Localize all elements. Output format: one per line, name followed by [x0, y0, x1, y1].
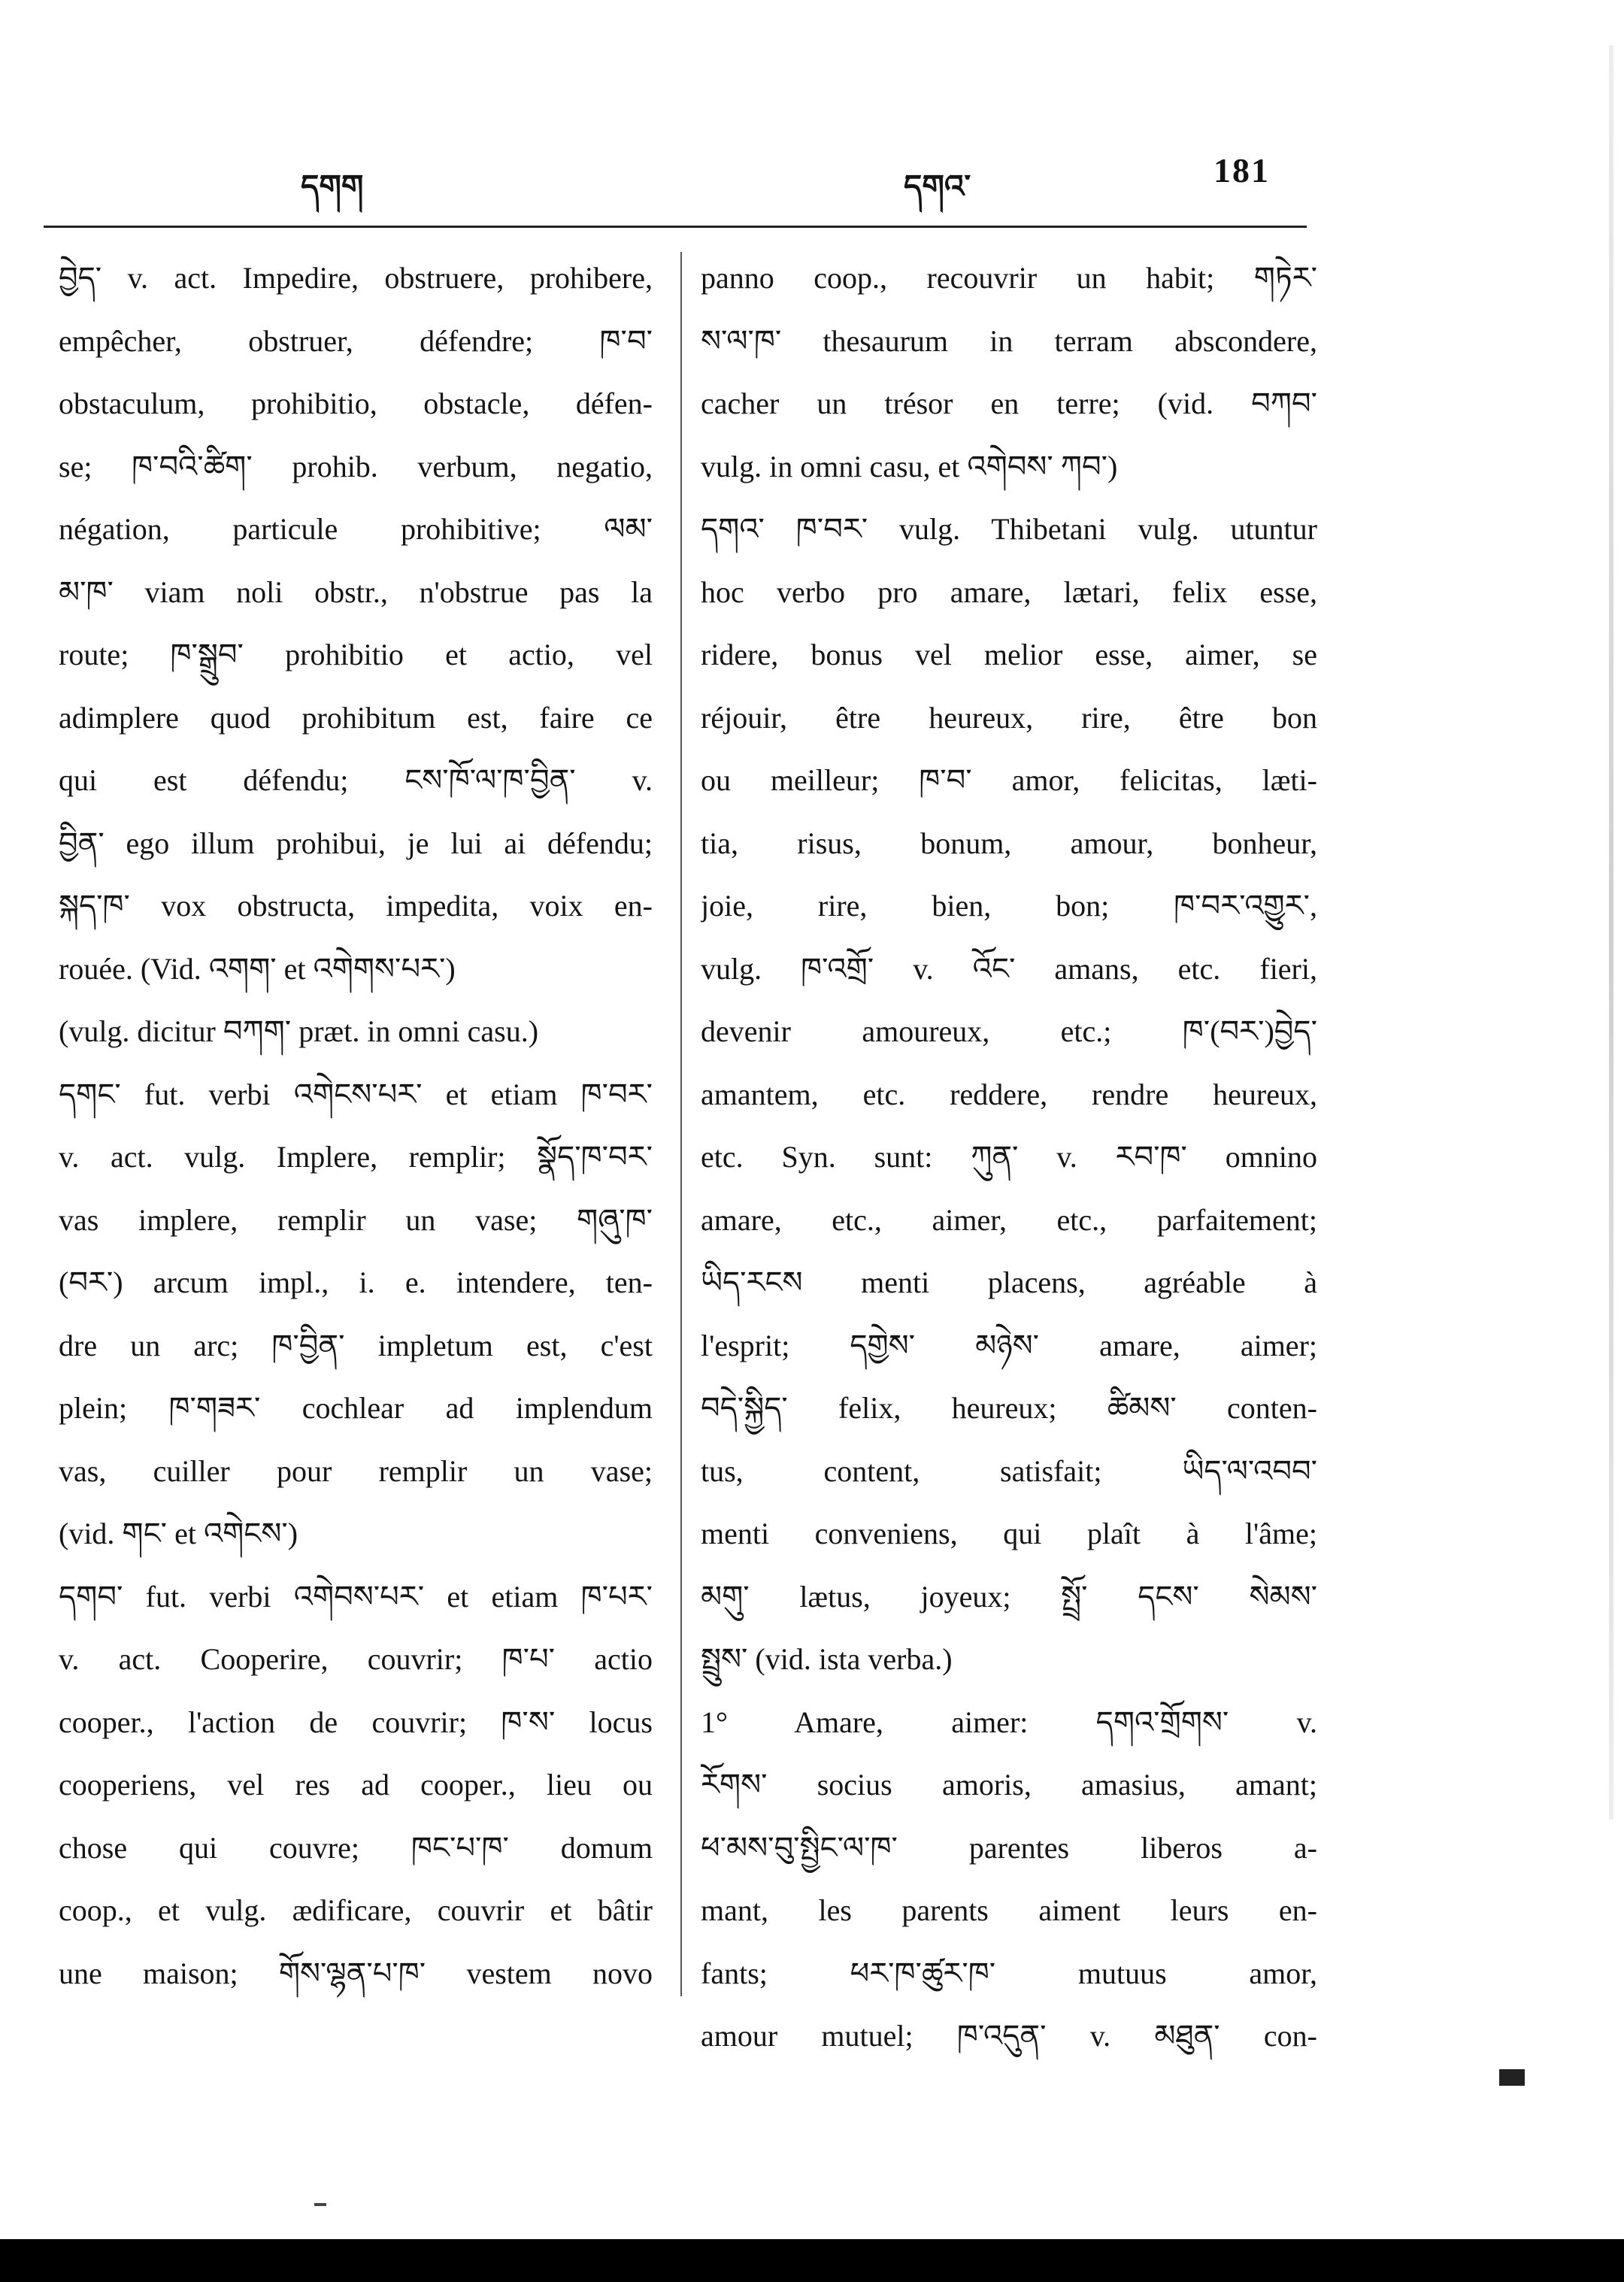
text-line: བདེ་སྐྱིད་ felix, heureux; ཚིམས་ conten-	[701, 1391, 1317, 1425]
scan-bottom-bar	[0, 2239, 1624, 2282]
text-line: cooper., l'action de couvrir; ཁ་ས་ locus	[59, 1705, 653, 1739]
text-line: panno coop., recouvrir un habit; གཏེར་	[701, 261, 1317, 295]
text-line: མགུ་ lætus, joyeux; སྤྲོ་ དངས་ སེམས་	[701, 1579, 1317, 1614]
text-line: amare, etc., aimer, etc., parfaitement;	[701, 1202, 1317, 1237]
text-line: amantem, etc. reddere, rendre heureux,	[701, 1077, 1317, 1111]
text-line: (vulg. dicitur བཀག་ præt. in omni casu.)	[59, 1014, 539, 1048]
text-line: རོགས་ socius amoris, amasius, amant;	[701, 1768, 1317, 1802]
text-line: vulg. in omni casu, et འགེབས་ ཀབ་)	[701, 449, 1118, 483]
text-line: adimplere quod prohibitum est, faire ce	[59, 700, 653, 735]
text-line: l'esprit; དགྱེས་ མཉེས་ amare, aimer;	[701, 1328, 1317, 1362]
text-line: cacher un trésor en terre; (vid. བཀབ་	[701, 386, 1317, 420]
text-line: v. act. Cooperire, couvrir; ཁ་པ་ actio	[59, 1642, 653, 1676]
text-line: ཡིད་རངས menti placens, agréable à	[701, 1265, 1317, 1299]
page-edge	[1609, 45, 1613, 1820]
text-line: v. act. vulg. Implere, remplir; སྣོད་ཁ་བར་	[59, 1140, 653, 1174]
text-line: négation, particule prohibitive; ལམ་	[59, 512, 653, 546]
margin-mark	[1499, 2069, 1525, 2086]
text-line: 1° Amare, aimer: དགའ་གྲོགས་ v.	[701, 1705, 1317, 1739]
text-line: obstaculum, prohibitio, obstacle, défen-	[59, 386, 653, 420]
text-line: vulg. ཁ་འགྲོ་ v. འོང་ amans, etc. fieri,	[701, 951, 1317, 986]
text-line: cooperiens, vel res ad cooper., lieu ou	[59, 1768, 653, 1802]
text-line: vas, cuiller pour remplir un vase;	[59, 1453, 653, 1488]
right-running-head: དགའ་	[904, 168, 971, 205]
text-line: devenir amoureux, etc.; ཁ་(བར་)བྱེད་	[701, 1014, 1317, 1048]
text-line: mant, les parents aiment leurs en-	[701, 1893, 1317, 1927]
text-line: qui est défendu; ངས་ཁོ་ལ་ཁ་བྱིན་ v.	[59, 763, 653, 797]
text-line: ས་ལ་ཁ་ thesaurum in terram abscondere,	[701, 323, 1317, 358]
text-line: དགའ་ ཁ་བར་ vulg. Thibetani vulg. utuntur	[701, 512, 1317, 546]
page-number: 181	[1213, 151, 1270, 189]
text-line: tus, content, satisfait; ཡིད་ལ་འབབ་	[701, 1453, 1317, 1488]
text-line: མ་ཁ་ viam noli obstr., n'obstrue pas la	[59, 574, 653, 609]
text-line: une maison; གོས་ལྷན་པ་ཁ་ vestem novo	[59, 1956, 653, 1990]
left-running-head: དགག	[301, 168, 364, 205]
text-line: coop., et vulg. ædificare, couvrir et bâtir	[59, 1893, 653, 1927]
text-line: joie, rire, bien, bon; ཁ་བར་འགྱུར་,	[701, 889, 1317, 923]
text-line: སྐད་ཁ་ vox obstructa, impedita, voix en-	[59, 889, 653, 923]
text-line: rouée. (Vid. འགག་ et འགེགས་པར་)	[59, 951, 456, 986]
text-line: ridere, bonus vel melior esse, aimer, se	[701, 638, 1317, 671]
text-line: menti conveniens, qui plaît à l'âme;	[701, 1517, 1317, 1550]
text-line: route; ཁ་སྒྲུབ་ prohibitio et actio, vel	[59, 638, 653, 671]
header-rule	[44, 226, 1307, 228]
text-line: empêcher, obstruer, défendre; ཁ་བ་	[59, 323, 653, 358]
left-column	[59, 247, 653, 2005]
text-line: etc. Syn. sunt: ཀུན་ v. རབ་ཁ་ omnino	[701, 1140, 1317, 1174]
text-line: fants; ཕར་ཁ་ཚུར་ཁ་ mutuus amor,	[701, 1956, 1317, 1990]
text-line: (vid. གང་ et འགེངས་)	[59, 1517, 298, 1550]
text-line: སྤྲུས་ (vid. ista verba.)	[701, 1642, 953, 1676]
text-line: amour mutuel; ཁ་འདུན་ v. མཐུན་ con-	[701, 2019, 1317, 2053]
text-line: chose qui couvre; ཁང་པ་ཁ་ domum	[59, 1830, 653, 1865]
text-line: བྱེད་ v. act. Impedire, obstruere, prohibere,	[59, 261, 653, 295]
text-line: réjouir, être heureux, rire, être bon	[701, 700, 1317, 735]
text-line: hoc verbo pro amare, lætari, felix esse,	[701, 574, 1317, 609]
text-line: དགབ་ fut. verbi འགེབས་པར་ et etiam ཁ་པར་	[59, 1579, 653, 1614]
column-divider	[680, 252, 682, 1996]
right-column	[701, 247, 1317, 2068]
text-line: དགང་ fut. verbi འགེངས་པར་ et etiam ཁ་བར་	[59, 1077, 653, 1111]
text-line: (བར་) arcum impl., i. e. intendere, ten-	[59, 1265, 653, 1299]
text-line: ou meilleur; ཁ་བ་ amor, felicitas, læti-	[701, 763, 1317, 797]
text-line: tia, risus, bonum, amour, bonheur,	[701, 826, 1317, 860]
text-line: བྱིན་ ego illum prohibui, je lui ai défendu;	[59, 826, 653, 860]
text-line: ཕ་མས་བུ་སྤྱིང་ལ་ཁ་ parentes liberos a-	[701, 1830, 1317, 1865]
text-line: se; ཁ་བའི་ཚིག་ prohib. verbum, negatio,	[59, 449, 653, 483]
footer-dash	[314, 2203, 326, 2206]
text-line: plein; ཁ་གཟར་ cochlear ad implendum	[59, 1391, 653, 1425]
text-line: dre un arc; ཁ་བྱིན་ impletum est, c'est	[59, 1328, 653, 1362]
text-line: vas implere, remplir un vase; གཞུ་ཁ་	[59, 1202, 653, 1237]
